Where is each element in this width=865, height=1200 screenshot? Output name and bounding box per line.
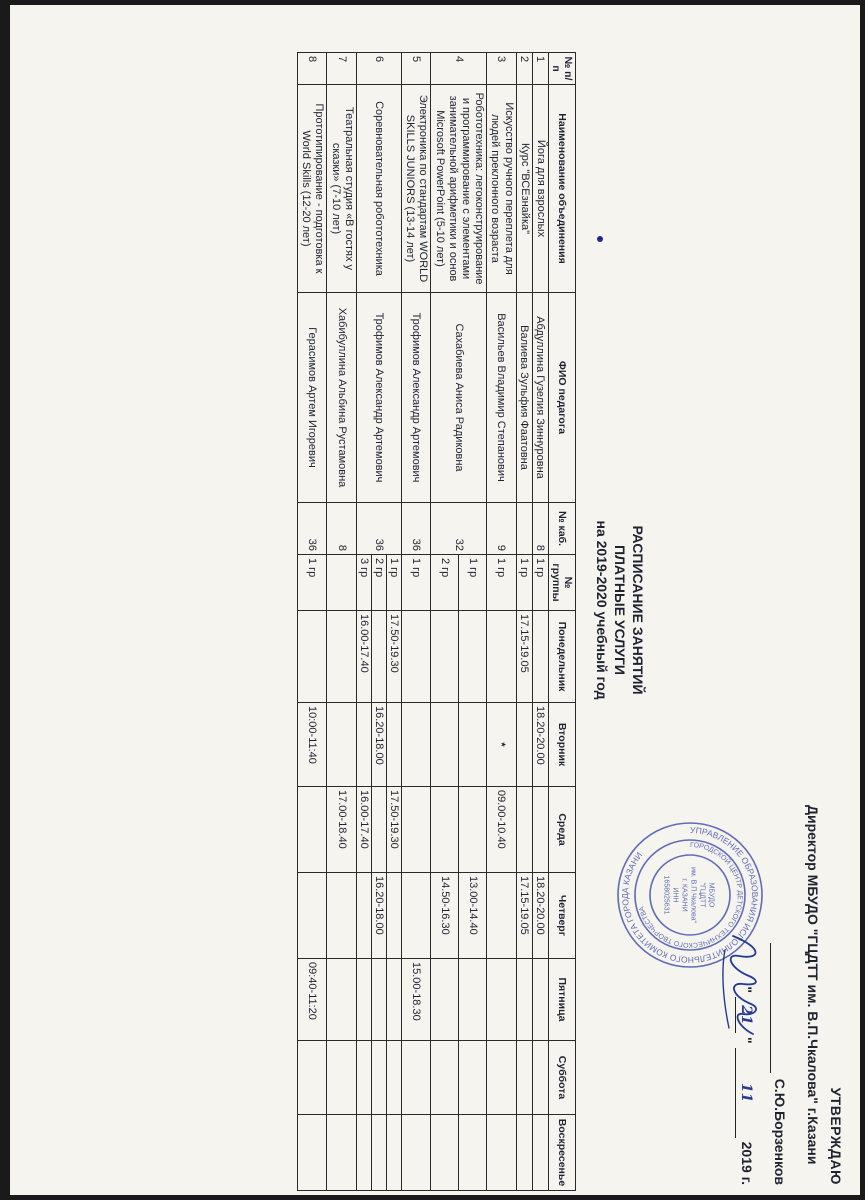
- saturday-time: [298, 1041, 327, 1115]
- wednesday-time: 17.50-19.30: [386, 787, 401, 873]
- sunday-time: [356, 1115, 371, 1191]
- teacher-name: Валиева Зульфия Фаатовна: [516, 293, 532, 503]
- tuesday-time: [401, 703, 430, 787]
- sunday-time: [532, 1115, 548, 1191]
- approval-director-line: Директор МБУДО "ГЦДТТ им. В.П.Чкалова" г.Казани: [805, 805, 822, 1165]
- row-number: 8: [298, 53, 327, 85]
- friday-time: [431, 959, 459, 1041]
- saturday-time: [356, 1041, 371, 1115]
- room-number: 8: [532, 503, 548, 555]
- saturday-time: [386, 1041, 401, 1115]
- row-number: 3: [487, 53, 516, 85]
- col-teacher-header: ФИО педагога: [549, 293, 576, 503]
- sunday-time: [431, 1115, 459, 1191]
- tuesday-time: [386, 703, 401, 787]
- tuesday-time: [327, 703, 356, 787]
- thursday-time: 13.00-14.40: [459, 873, 487, 959]
- col-number-header: № п/п: [549, 53, 576, 85]
- association-name: Йога для взрослых: [532, 85, 548, 293]
- thursday-time: [386, 873, 401, 959]
- friday-time: [516, 959, 532, 1041]
- group-number: 1 гр: [516, 555, 532, 611]
- room-number: 9: [487, 503, 516, 555]
- scan-edge-bottom: [0, 0, 10, 1200]
- stamp-center-line: "ГЦДТТ: [698, 882, 706, 908]
- monday-time: [459, 611, 487, 703]
- saturday-time: [371, 1041, 386, 1115]
- scan-edge-top: [860, 0, 865, 1200]
- sunday-time: [371, 1115, 386, 1191]
- friday-time: [327, 959, 356, 1041]
- col-sunday-header: Воскресенье: [549, 1115, 576, 1191]
- thursday-time: [356, 873, 371, 959]
- table-row: [298, 53, 327, 1191]
- group-number: 1 гр: [298, 555, 327, 611]
- saturday-time: [401, 1041, 430, 1115]
- association-name: Курс "ВСЕзнайка": [516, 85, 532, 293]
- thursday-time: 18.20-20.00: [532, 873, 548, 959]
- sunday-time: [459, 1115, 487, 1191]
- room-number: 32: [431, 503, 487, 555]
- col-saturday-header: Суббота: [549, 1041, 576, 1115]
- table-header-row: [549, 53, 576, 1191]
- wednesday-time: [459, 787, 487, 873]
- row-number: 6: [356, 53, 401, 85]
- monday-time: [298, 611, 327, 703]
- col-group-header: № группы: [549, 555, 576, 611]
- room-number: 36: [356, 503, 401, 555]
- col-wednesday-header: Среда: [549, 787, 576, 873]
- saturday-time: [459, 1041, 487, 1115]
- saturday-time: [327, 1041, 356, 1115]
- date-close-quote: ": [739, 1037, 756, 1044]
- monday-time: [431, 611, 459, 703]
- friday-time: [371, 959, 386, 1041]
- row-number: 2: [516, 53, 532, 85]
- wednesday-time: [371, 787, 386, 873]
- friday-time: 15.00-18.30: [401, 959, 430, 1041]
- teacher-name: Васильев Владимир Степанович: [487, 293, 516, 503]
- tuesday-time: *: [487, 703, 516, 787]
- thursday-time: 14.50-16.30: [431, 873, 459, 959]
- group-number: 1 гр: [401, 555, 430, 611]
- stamp-center-line: г. КАЗАНИ: [680, 878, 688, 912]
- tuesday-time: [459, 703, 487, 787]
- schedule-table: [297, 52, 576, 1191]
- wednesday-time: [298, 787, 327, 873]
- teacher-name: Герасимов Артем Игоревич: [298, 293, 327, 503]
- signer-name: С.Ю.Борзенков: [772, 1078, 789, 1185]
- association-name: Робототехника: легоконструирование и программирование с элементами занимательной арифметики и основ Microsoft PowerPoint (5-10 лет): [431, 85, 487, 293]
- date-day: 21: [735, 997, 755, 1033]
- thursday-time: 17.15-19.05: [516, 873, 532, 959]
- signature-line: [770, 805, 789, 1185]
- table-row: [401, 53, 430, 1191]
- col-thursday-header: Четверг: [549, 873, 576, 959]
- saturday-time: [532, 1041, 548, 1115]
- ink-dot: [597, 236, 603, 242]
- col-friday-header: Пятница: [549, 959, 576, 1041]
- svg-text:УПРАВЛЕНИЕ ОБРАЗОВАНИЯ ИСПОЛНИ: УПРАВЛЕНИЕ ОБРАЗОВАНИЯ ИСПОЛНИТЕЛЬНОГО КОМИТЕТА ГОРОДА КАЗАНИ: [619, 824, 761, 966]
- monday-time: 16.00-17.40: [356, 611, 371, 703]
- table-row: [327, 53, 356, 1191]
- stamp-center-line: ИНН: [671, 887, 679, 903]
- row-number: 4: [431, 53, 487, 85]
- group-number: 1 гр: [386, 555, 401, 611]
- monday-time: [487, 611, 516, 703]
- monday-time: [371, 611, 386, 703]
- group-number: 1 гр: [459, 555, 487, 611]
- sunday-time: [401, 1115, 430, 1191]
- sunday-time: [487, 1115, 516, 1191]
- group-number: 2 гр: [371, 555, 386, 611]
- col-room-header: № каб.: [549, 503, 576, 555]
- scan-edge-left: [0, 0, 865, 5]
- svg-text:ГОРОДСКОЙ ЦЕНТР ДЕТСКОГО ТЕХНИ: ГОРОДСКОЙ ЦЕНТР ДЕТСКОГО ТЕХНИЧЕСКОГО ТВОРЧЕСТВА: [638, 841, 744, 949]
- scan-edge-right: [0, 1195, 865, 1200]
- thursday-time: [327, 873, 356, 959]
- date-month: 11: [735, 1048, 755, 1138]
- row-number: 1: [532, 53, 548, 85]
- thursday-time: [401, 873, 430, 959]
- monday-time: 17.50-19.30: [386, 611, 401, 703]
- group-number: [327, 555, 356, 611]
- col-tuesday-header: Вторник: [549, 703, 576, 787]
- monday-time: [532, 611, 548, 703]
- stamp-center-line: МБУДО: [707, 882, 715, 908]
- tuesday-time: [356, 703, 371, 787]
- friday-time: [487, 959, 516, 1041]
- group-number: 3 гр: [356, 555, 371, 611]
- thursday-time: [487, 873, 516, 959]
- association-name: Электроника по стандартам WORLD SKILLS JUNIORS (13-14 лет): [401, 85, 430, 293]
- association-name: Соревновательная робототехника: [356, 85, 401, 293]
- friday-time: [532, 959, 548, 1041]
- wednesday-time: 09.00-10.40: [487, 787, 516, 873]
- row-number: 5: [401, 53, 430, 85]
- group-number: 2 гр: [431, 555, 459, 611]
- thursday-time: 16.20-18.00: [371, 873, 386, 959]
- tuesday-time: 10:00-11:40: [298, 703, 327, 787]
- director-signature: [713, 930, 773, 1040]
- table-row: [487, 53, 516, 1191]
- approval-title: УТВЕРЖДАЮ: [828, 1087, 844, 1185]
- room-number: 8: [327, 503, 356, 555]
- group-number: 1 гр: [532, 555, 548, 611]
- row-number: 7: [327, 53, 356, 85]
- title-line-1: РАСПИСАНИЕ ЗАНЯТИЙ: [630, 525, 646, 695]
- group-number: 1 гр: [487, 555, 516, 611]
- table-row: [532, 53, 548, 1191]
- association-name: Прототипирование - подготовка к World Skills (12-20 лет): [298, 85, 327, 293]
- title-line-2: ПЛАТНЫЕ УСЛУГИ: [611, 545, 628, 675]
- teacher-name: Трофимов Александр Артемович: [356, 293, 401, 503]
- room-number: 36: [401, 503, 430, 555]
- wednesday-time: 17.00-18.40: [327, 787, 356, 873]
- sunday-time: [516, 1115, 532, 1191]
- saturday-time: [431, 1041, 459, 1115]
- friday-time: 09:40-11:20: [298, 959, 327, 1041]
- friday-time: [459, 959, 487, 1041]
- document-title: [592, 460, 647, 760]
- wednesday-time: [431, 787, 459, 873]
- monday-time: [401, 611, 430, 703]
- date-open-quote: ": [739, 986, 756, 993]
- table-row: [516, 53, 532, 1191]
- col-association-header: Наименование объединения: [549, 85, 576, 293]
- wednesday-time: 16.00-17.40: [356, 787, 371, 873]
- teacher-name: Трофимов Александр Артемович: [401, 293, 430, 503]
- signature-blank: [770, 943, 789, 1073]
- association-name: Искусство ручного переплета для людей преклонного возраста: [487, 85, 516, 293]
- teacher-name: Сахабиева Аниса Радиковна: [431, 293, 487, 503]
- stamp-center-line: им. В.П.Чкалова": [689, 866, 697, 924]
- saturday-time: [487, 1041, 516, 1115]
- room-number: 36: [298, 503, 327, 555]
- room-number: [516, 503, 532, 555]
- table-row: [386, 53, 401, 1191]
- saturday-time: [516, 1041, 532, 1115]
- wednesday-time: [516, 787, 532, 873]
- association-name: Театральная студия «В гостях у сказки» (7-10 лет): [327, 85, 356, 293]
- table-row: [459, 53, 487, 1191]
- sunday-time: [386, 1115, 401, 1191]
- tuesday-time: 16.20-18.00: [371, 703, 386, 787]
- date-year: 2019 г.: [739, 1141, 756, 1185]
- thursday-time: [298, 873, 327, 959]
- col-monday-header: Понедельник: [549, 611, 576, 703]
- tuesday-time: [516, 703, 532, 787]
- wednesday-time: [532, 787, 548, 873]
- teacher-name: Хабибуллина Альбина Рустамовна: [327, 293, 356, 503]
- tuesday-time: 18.20-20.00: [532, 703, 548, 787]
- friday-time: [386, 959, 401, 1041]
- friday-time: [356, 959, 371, 1041]
- teacher-name: Абдуллина Гузелия Зиннуровна: [532, 293, 548, 503]
- tuesday-time: [431, 703, 459, 787]
- stamp-center-line: 1658025631: [662, 875, 670, 915]
- title-line-3: на 2019-2020 учебный год: [593, 520, 610, 700]
- sunday-time: [327, 1115, 356, 1191]
- monday-time: 17.15-19.05: [516, 611, 532, 703]
- sunday-time: [298, 1115, 327, 1191]
- monday-time: [327, 611, 356, 703]
- wednesday-time: [401, 787, 430, 873]
